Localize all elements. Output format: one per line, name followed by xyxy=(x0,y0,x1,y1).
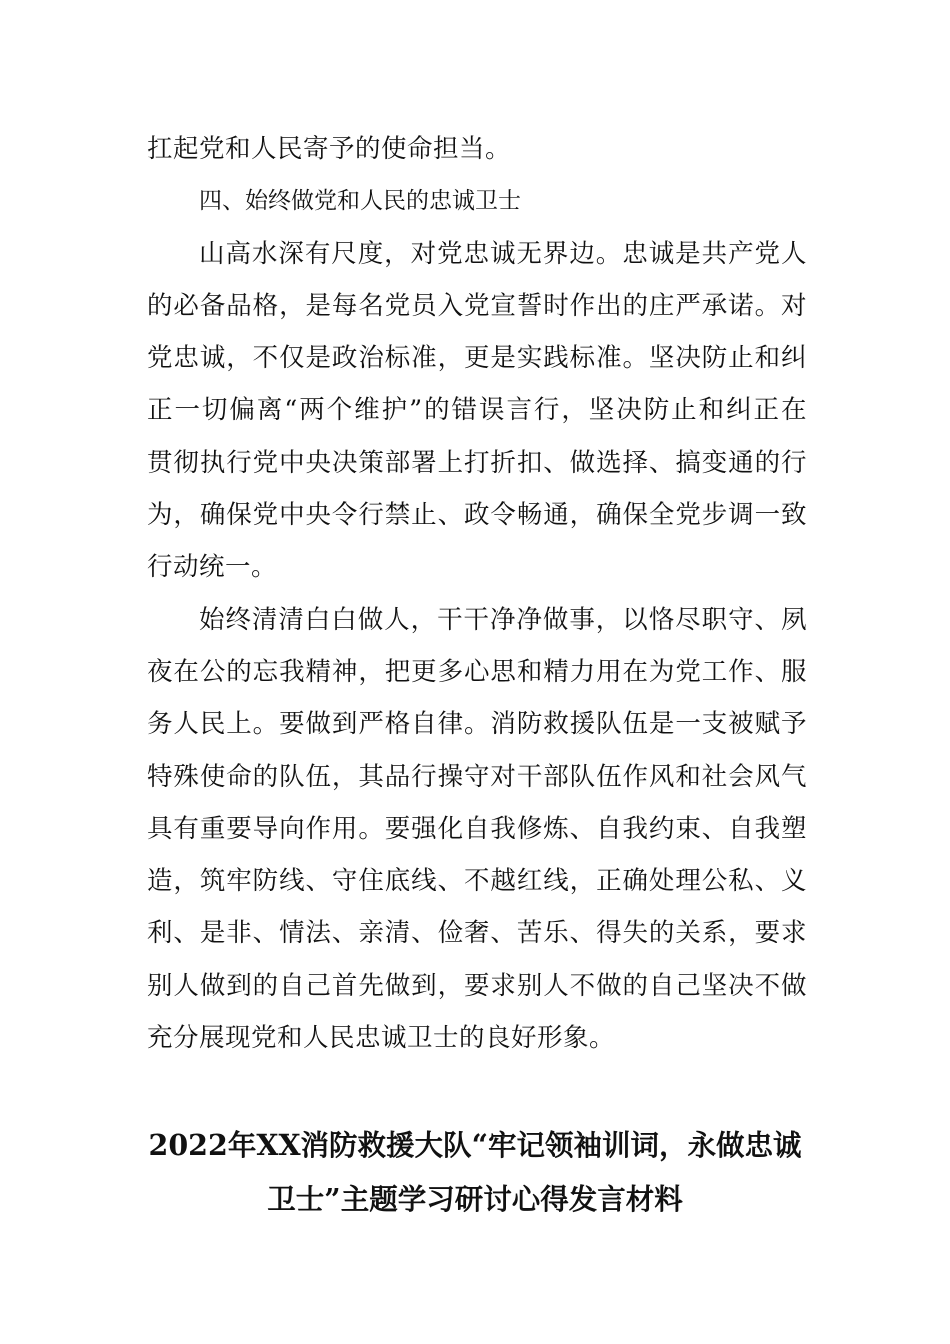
paragraph-line: 行动统一。 xyxy=(147,552,278,583)
paragraph-loyalty xyxy=(147,228,807,594)
paragraph-line: 具有重要导向作用。要强化自我修炼、自我约束、自我塑 xyxy=(147,813,807,844)
paragraph-line: 的必备品格，是每名党员入党宣誓时作出的庄严承诺。对 xyxy=(147,290,807,321)
paragraph-continuation-line: 扛起党和人民寄予的使命担当。 xyxy=(147,134,512,164)
paragraph-line: 为，确保党中央令行禁止、政令畅通，确保全党步调一致 xyxy=(147,500,807,531)
body-text xyxy=(147,123,807,1064)
paragraph-line: 始终清清白白做人，干干净净做事，以恪尽职守、夙 xyxy=(199,604,807,635)
document-title-line: 卫士”主题学习研讨心得发言材料 xyxy=(267,1182,683,1216)
section-heading: 四、始终做党和人民的忠诚卫士 xyxy=(199,188,521,215)
paragraph-line: 贯彻执行党中央决策部署上打折扣、做选择、搞变通的行 xyxy=(147,447,807,478)
document-title xyxy=(120,1118,830,1226)
paragraph-line: 利、是非、情法、亲清、俭奢、苦乐、得失的关系，要求 xyxy=(147,918,807,949)
paragraph-self-discipline xyxy=(147,594,807,1065)
paragraph-line: 党忠诚，不仅是政治标准，更是实践标准。坚决防止和纠 xyxy=(147,343,807,374)
paragraph-line: 山高水深有尺度，对党忠诚无界边。忠诚是共产党人 xyxy=(199,238,807,269)
document-title-line: 2022年XX消防救援大队“牢记领袖训词，永做忠诚 xyxy=(148,1128,802,1162)
paragraph-line: 特殊使命的队伍，其品行操守对干部队伍作风和社会风气 xyxy=(147,761,807,792)
paragraph-line: 正一切偏离“两个维护”的错误言行，坚决防止和纠正在 xyxy=(147,395,807,426)
paragraph-line: 别人做到的自己首先做到，要求别人不做的自己坚决不做 xyxy=(147,970,807,1001)
paragraph-line: 充分展现党和人民忠诚卫士的良好形象。 xyxy=(147,1023,616,1054)
paragraph-line: 夜在公的忘我精神，把更多心思和精力用在为党工作、服 xyxy=(147,656,807,687)
paragraph-line: 造，筑牢防线、守住底线、不越红线，正确处理公私、义 xyxy=(147,866,807,897)
paragraph-line: 务人民上。要做到严格自律。消防救援队伍是一支被赋予 xyxy=(147,709,807,740)
